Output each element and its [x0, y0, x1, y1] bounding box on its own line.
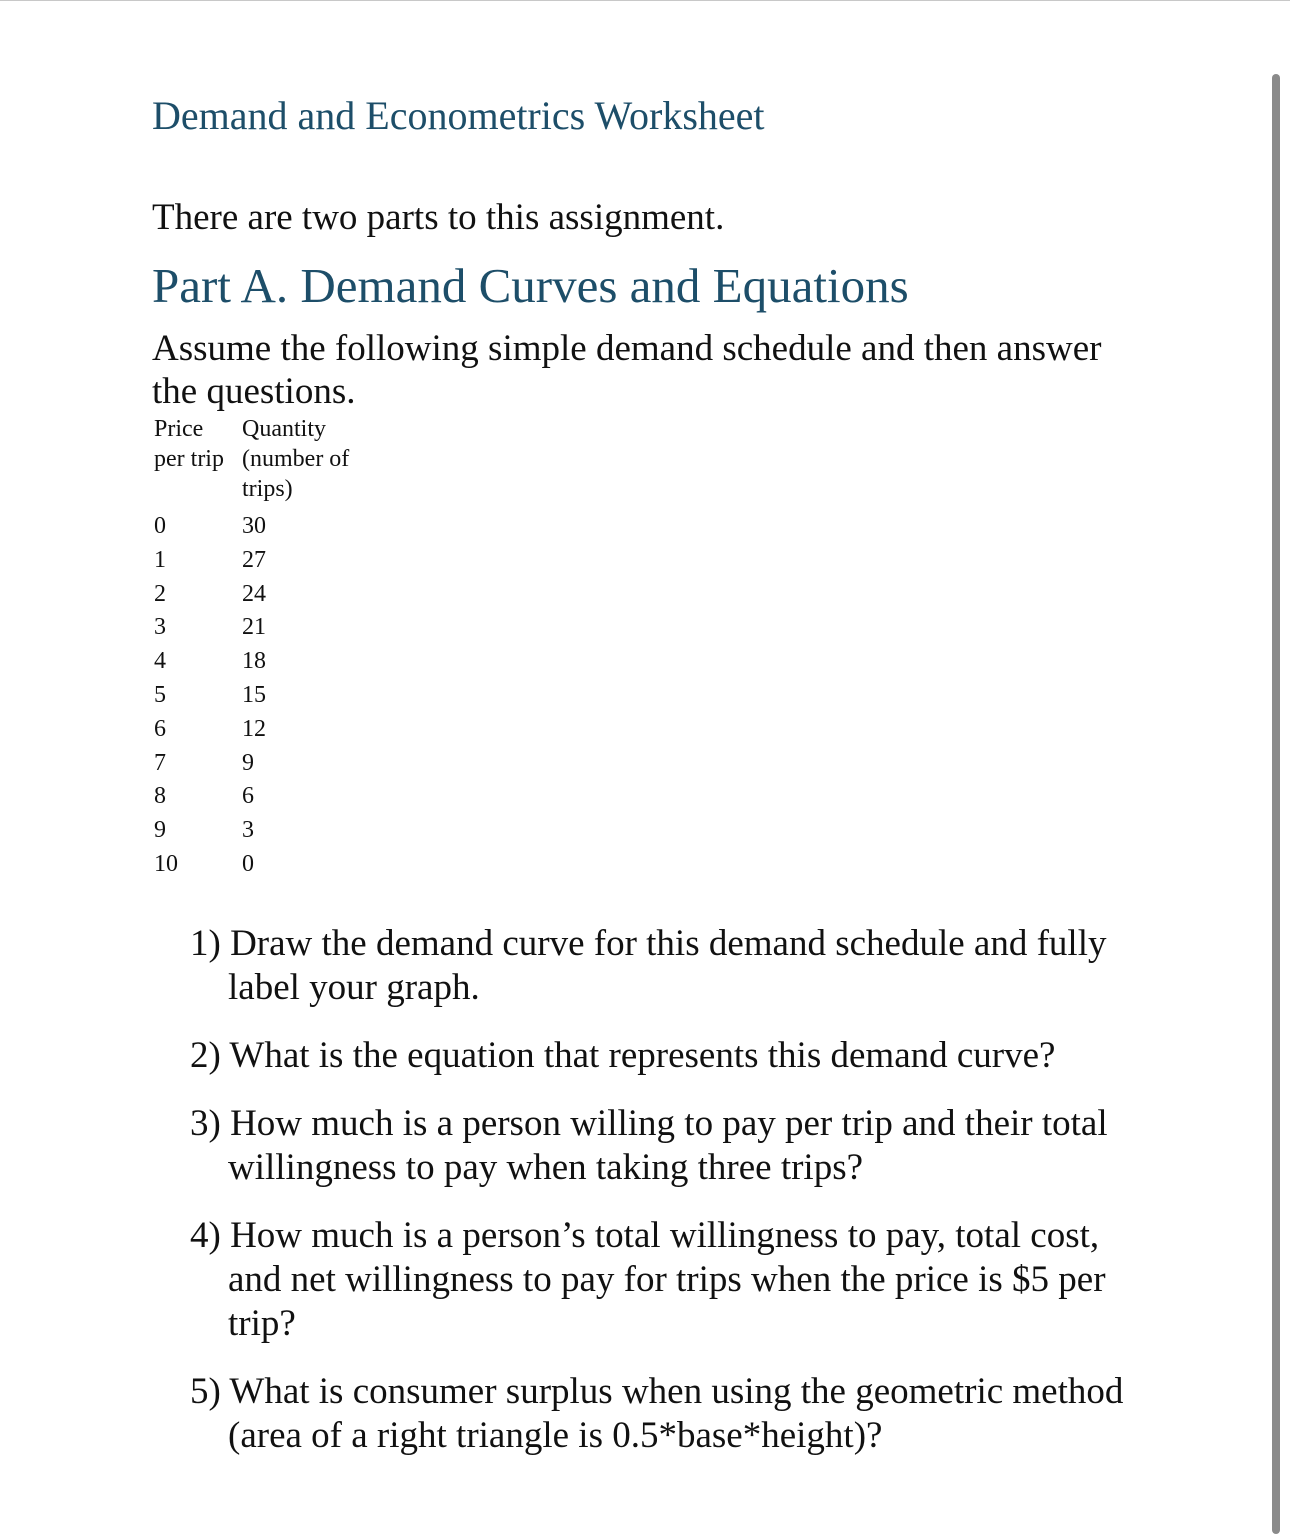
- price-cell: 3: [154, 614, 166, 641]
- quantity-cell: 3: [242, 817, 254, 844]
- price-column-header: Price per trip: [154, 416, 224, 472]
- question-2: 2) What is the equation that represents this demand curve?: [190, 1035, 1056, 1076]
- price-cell: 5: [154, 681, 166, 708]
- price-cell: 9: [154, 817, 166, 844]
- question-3: 3) How much is a person willing to pay per trip and their total willingness to pay when taking three trips?: [190, 1103, 1108, 1188]
- part-a-heading: Part A. Demand Curves and Equations: [152, 258, 909, 313]
- table-row: [152, 578, 360, 612]
- table-row: [152, 848, 360, 882]
- table-row: [152, 679, 360, 713]
- price-cell: 2: [154, 580, 166, 607]
- price-cell: 8: [154, 783, 166, 810]
- question-list: [190, 922, 1150, 1482]
- part-a-instruction: Assume the following simple demand schedule and then answer the questions.: [152, 328, 1102, 412]
- quantity-column-header: Quantity (number of trips): [242, 416, 350, 502]
- price-cell: 1: [154, 546, 166, 573]
- price-cell: 10: [154, 850, 178, 877]
- table-row: [152, 645, 360, 679]
- table-row: [152, 814, 360, 848]
- document-title: Demand and Econometrics Worksheet: [152, 93, 765, 138]
- quantity-cell: 15: [242, 681, 266, 708]
- price-cell: 6: [154, 715, 166, 742]
- quantity-cell: 12: [242, 715, 266, 742]
- table-row: [152, 713, 360, 747]
- table-row: [152, 611, 360, 645]
- quantity-cell: 24: [242, 580, 266, 607]
- top-divider: [0, 0, 1290, 1]
- intro-text: There are two parts to this assignment.: [152, 197, 725, 238]
- table-row: [152, 747, 360, 781]
- question-5: 5) What is consumer surplus when using the geometric method (area of a right triangle is 0.5*base*height)?: [190, 1371, 1124, 1456]
- quantity-cell: 21: [242, 614, 266, 641]
- vertical-scrollbar[interactable]: [1272, 74, 1280, 1534]
- table-row: [152, 544, 360, 578]
- question-4: 4) How much is a person’s total willingness to pay, total cost, and net willingness to pay for trips when the price is $5 per trip?: [190, 1215, 1106, 1344]
- table-row: [152, 780, 360, 814]
- quantity-cell: 18: [242, 648, 266, 675]
- quantity-cell: 30: [242, 513, 266, 539]
- table-header-row: [152, 414, 360, 510]
- quantity-cell: 9: [242, 749, 254, 776]
- question-1: 1) Draw the demand curve for this demand schedule and fully label your graph.: [190, 923, 1107, 1008]
- quantity-cell: 0: [242, 850, 254, 877]
- price-cell: 4: [154, 648, 166, 675]
- demand-schedule-table: [152, 414, 360, 882]
- quantity-cell: 6: [242, 783, 254, 810]
- quantity-cell: 27: [242, 546, 266, 573]
- price-cell: 7: [154, 749, 166, 776]
- table-row: [152, 510, 360, 544]
- price-cell: 0: [154, 513, 166, 539]
